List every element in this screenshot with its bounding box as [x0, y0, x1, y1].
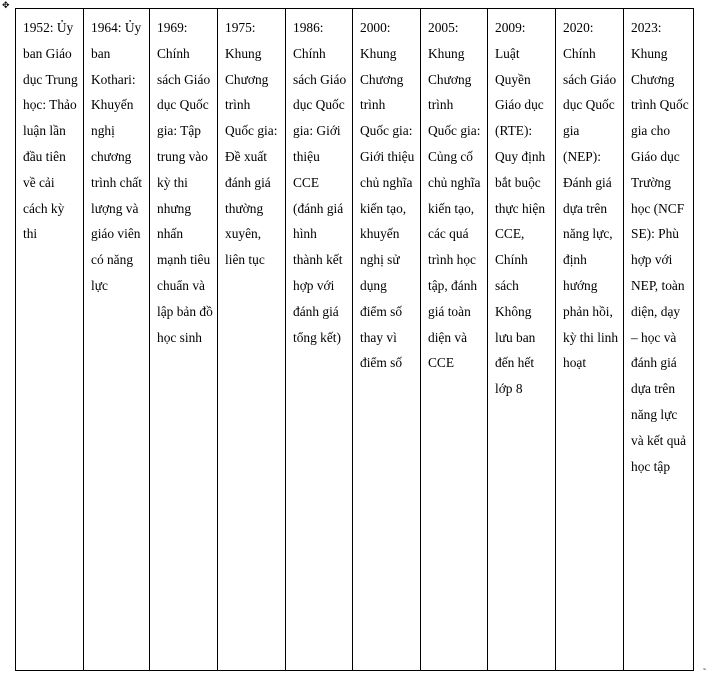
table-resize-handle-icon[interactable]: ˜ [703, 667, 706, 677]
timeline-cell-2009 [488, 9, 556, 671]
timeline-cell-2020 [556, 9, 624, 671]
timeline-cell-1975 [218, 9, 286, 671]
timeline-table [15, 8, 694, 671]
table-move-handle-icon[interactable]: ✥ [2, 0, 10, 10]
timeline-cell-2005 [421, 9, 488, 671]
timeline-text: 1986: Chính sách Giáo dục Quốc gia: Giới thiệu CCE (đánh giá hình thành kết hợp với đánh giá tổng kết) [293, 20, 347, 345]
timeline-text: 1975: Khung Chương trình Quốc gia: Đề xuất đánh giá thường xuyên, liên tục [225, 20, 278, 268]
timeline-text: 2009: Luật Quyền Giáo dục (RTE): Quy định bắt buộc thực hiện CCE, Chính sách Không lưu ban đến hết lớp 8 [495, 20, 546, 397]
timeline-cell-2000 [353, 9, 421, 671]
timeline-cell-1986 [286, 9, 353, 671]
timeline-text: 1952: Ủy ban Giáo dục Trung học: Thảo luận lần đầu tiên về cải cách kỳ thi [23, 20, 78, 242]
timeline-cell-1952 [16, 9, 84, 671]
timeline-cell-1964 [84, 9, 150, 671]
timeline-text: 2005: Khung Chương trình Quốc gia: Củng cố chủ nghĩa kiến tạo, các quá trình học tập, đánh giá toàn diện và CCE [428, 20, 481, 371]
timeline-text: 1964: Ủy ban Kothari: Khuyến nghị chương trình chất lượng và giáo viên có năng lực [91, 20, 142, 293]
timeline-text: 2020: Chính sách Giáo dục Quốc gia (NEP): Đánh giá dựa trên năng lực, định hướng phản hồi, kỳ thi linh hoạt [563, 20, 619, 371]
timeline-text: 1969: Chính sách Giáo dục Quốc gia: Tập trung vào kỳ thi nhưng nhấn mạnh tiêu chuẩn và lập bản đồ học sinh [157, 20, 213, 345]
timeline-cell-1969 [150, 9, 218, 671]
timeline-text: 2000: Khung Chương trình Quốc gia: Giới thiệu chủ nghĩa kiến tạo, khuyến nghị sử dụng điểm số thay vì điểm số [360, 20, 415, 371]
table-row [16, 9, 694, 671]
timeline-cell-2023 [624, 9, 694, 671]
timeline-text: 2023: Khung Chương trình Quốc gia cho Giáo dục Trường học (NCF SE): Phù hợp với NEP, toàn diện, dạy – học và đánh giá dựa trên năng lực và kết quả học tập [631, 20, 689, 474]
